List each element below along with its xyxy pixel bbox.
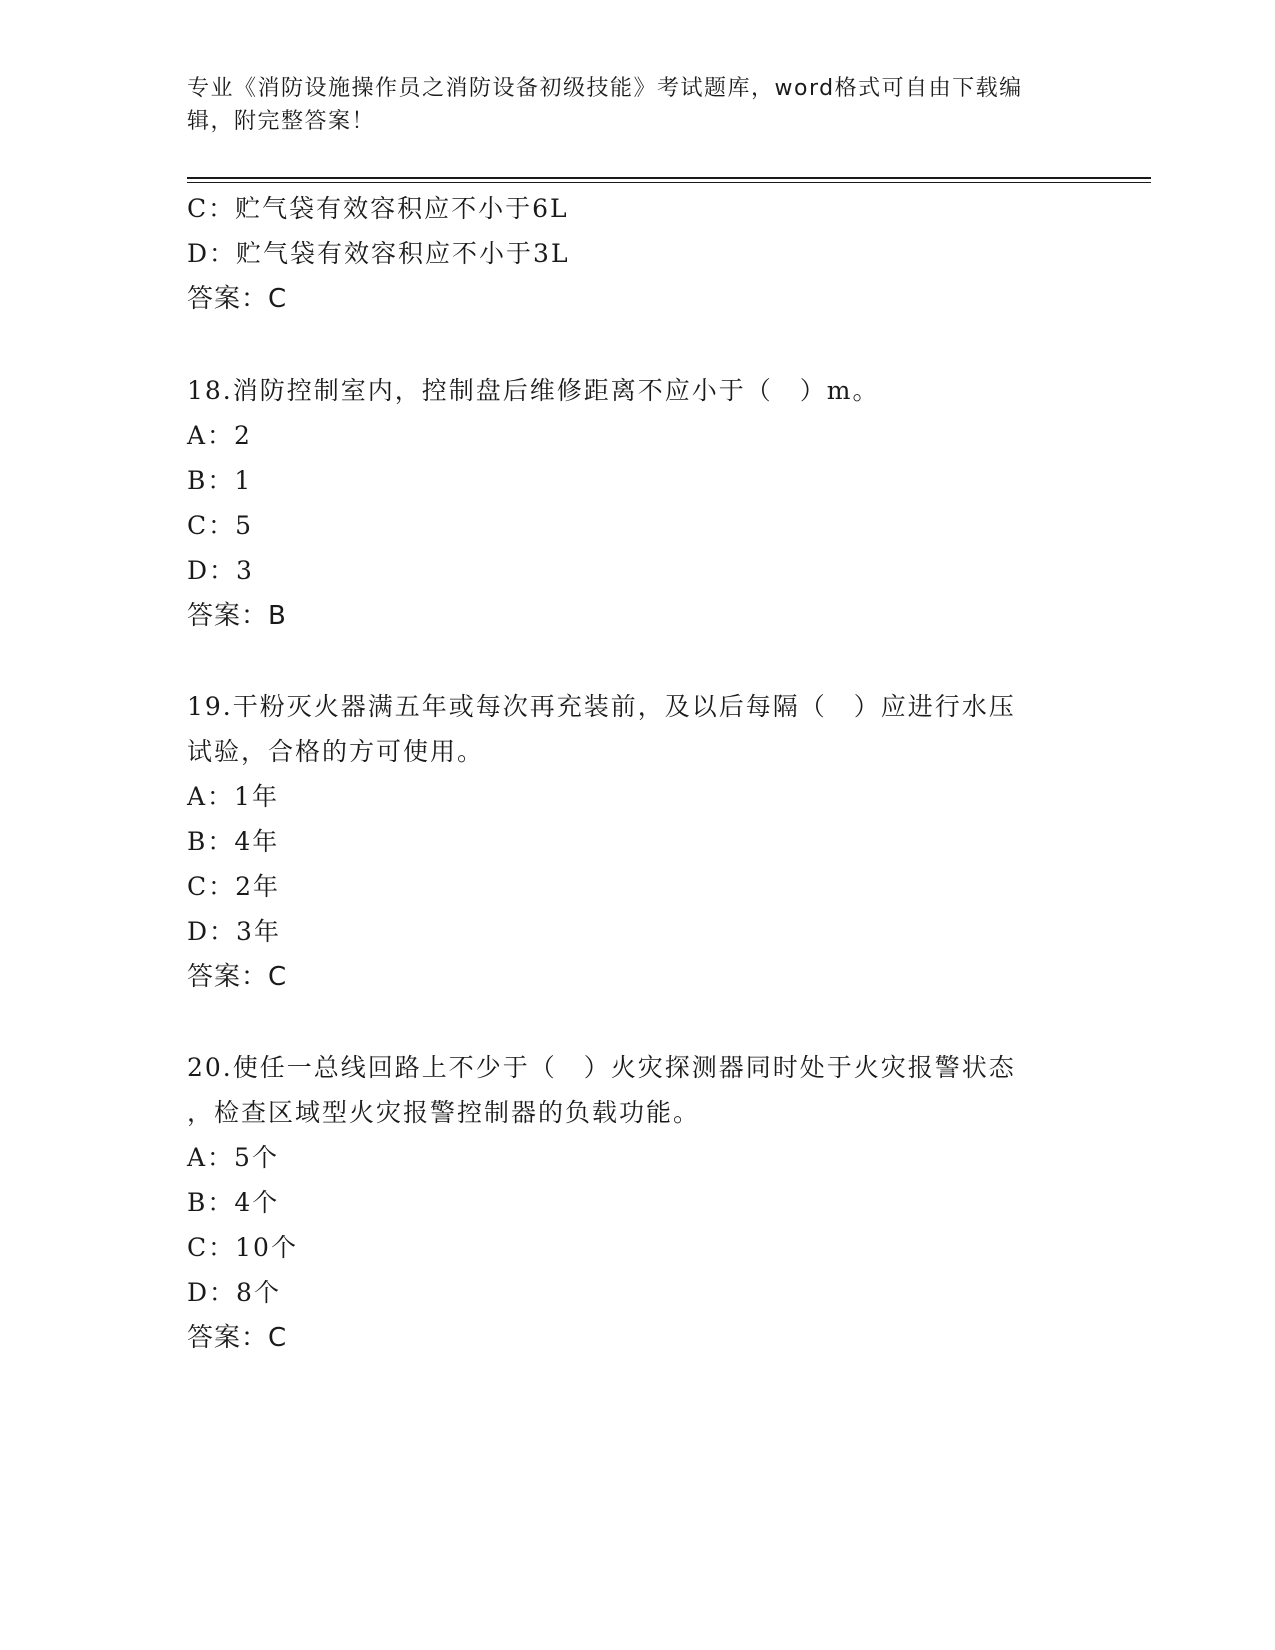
q20-question-line-2: ，检查区域型火灾报警控制器的负载功能。 bbox=[187, 1098, 701, 1127]
q20-option-a: A：5个 bbox=[187, 1143, 279, 1172]
q20-option-b: B：4个 bbox=[187, 1188, 280, 1217]
q19-option-a: A：1年 bbox=[187, 782, 279, 811]
q18-option-b: B：1 bbox=[187, 466, 253, 495]
q19-option-d: D：3年 bbox=[187, 917, 281, 946]
header-line-2: 辑，附完整答案！ bbox=[187, 109, 376, 134]
q20-option-c: C：10个 bbox=[187, 1233, 298, 1262]
prev-answer: 答案：C bbox=[187, 284, 288, 314]
q19-question-line-2: 试验，合格的方可使用。 bbox=[187, 737, 485, 766]
q19-question-line-1: 19.干粉灭火器满五年或每次再充装前，及以后每隔（ ）应进行水压 bbox=[187, 692, 1016, 721]
q19-option-c: C：2年 bbox=[187, 872, 281, 901]
prev-option-d: D：贮气袋有效容积应不小于3L bbox=[187, 239, 570, 268]
prev-option-c: C：贮气袋有效容积应不小于6L bbox=[187, 194, 569, 223]
q20-answer: 答案：C bbox=[187, 1323, 288, 1353]
document-header bbox=[187, 72, 1067, 138]
q20-question-line-1: 20.使任一总线回路上不少于（ ）火灾探测器同时处于火灾报警状态 bbox=[187, 1053, 1016, 1082]
header-line-1: 专业《消防设施操作员之消防设备初级技能》考试题库，word格式可自由下载编 bbox=[187, 76, 1023, 101]
q18-option-d: D：3 bbox=[187, 556, 254, 585]
q18-option-c: C：5 bbox=[187, 511, 254, 540]
header-divider-thick bbox=[187, 177, 1151, 179]
q19-option-b: B：4年 bbox=[187, 827, 280, 856]
q18-question: 18.消防控制室内，控制盘后维修距离不应小于（ ）m。 bbox=[187, 376, 880, 405]
q20-option-d: D：8个 bbox=[187, 1278, 281, 1307]
header-divider-thin bbox=[187, 182, 1151, 183]
q18-option-a: A：2 bbox=[187, 421, 252, 450]
q19-answer: 答案：C bbox=[187, 962, 288, 992]
q18-answer: 答案：B bbox=[187, 601, 287, 631]
